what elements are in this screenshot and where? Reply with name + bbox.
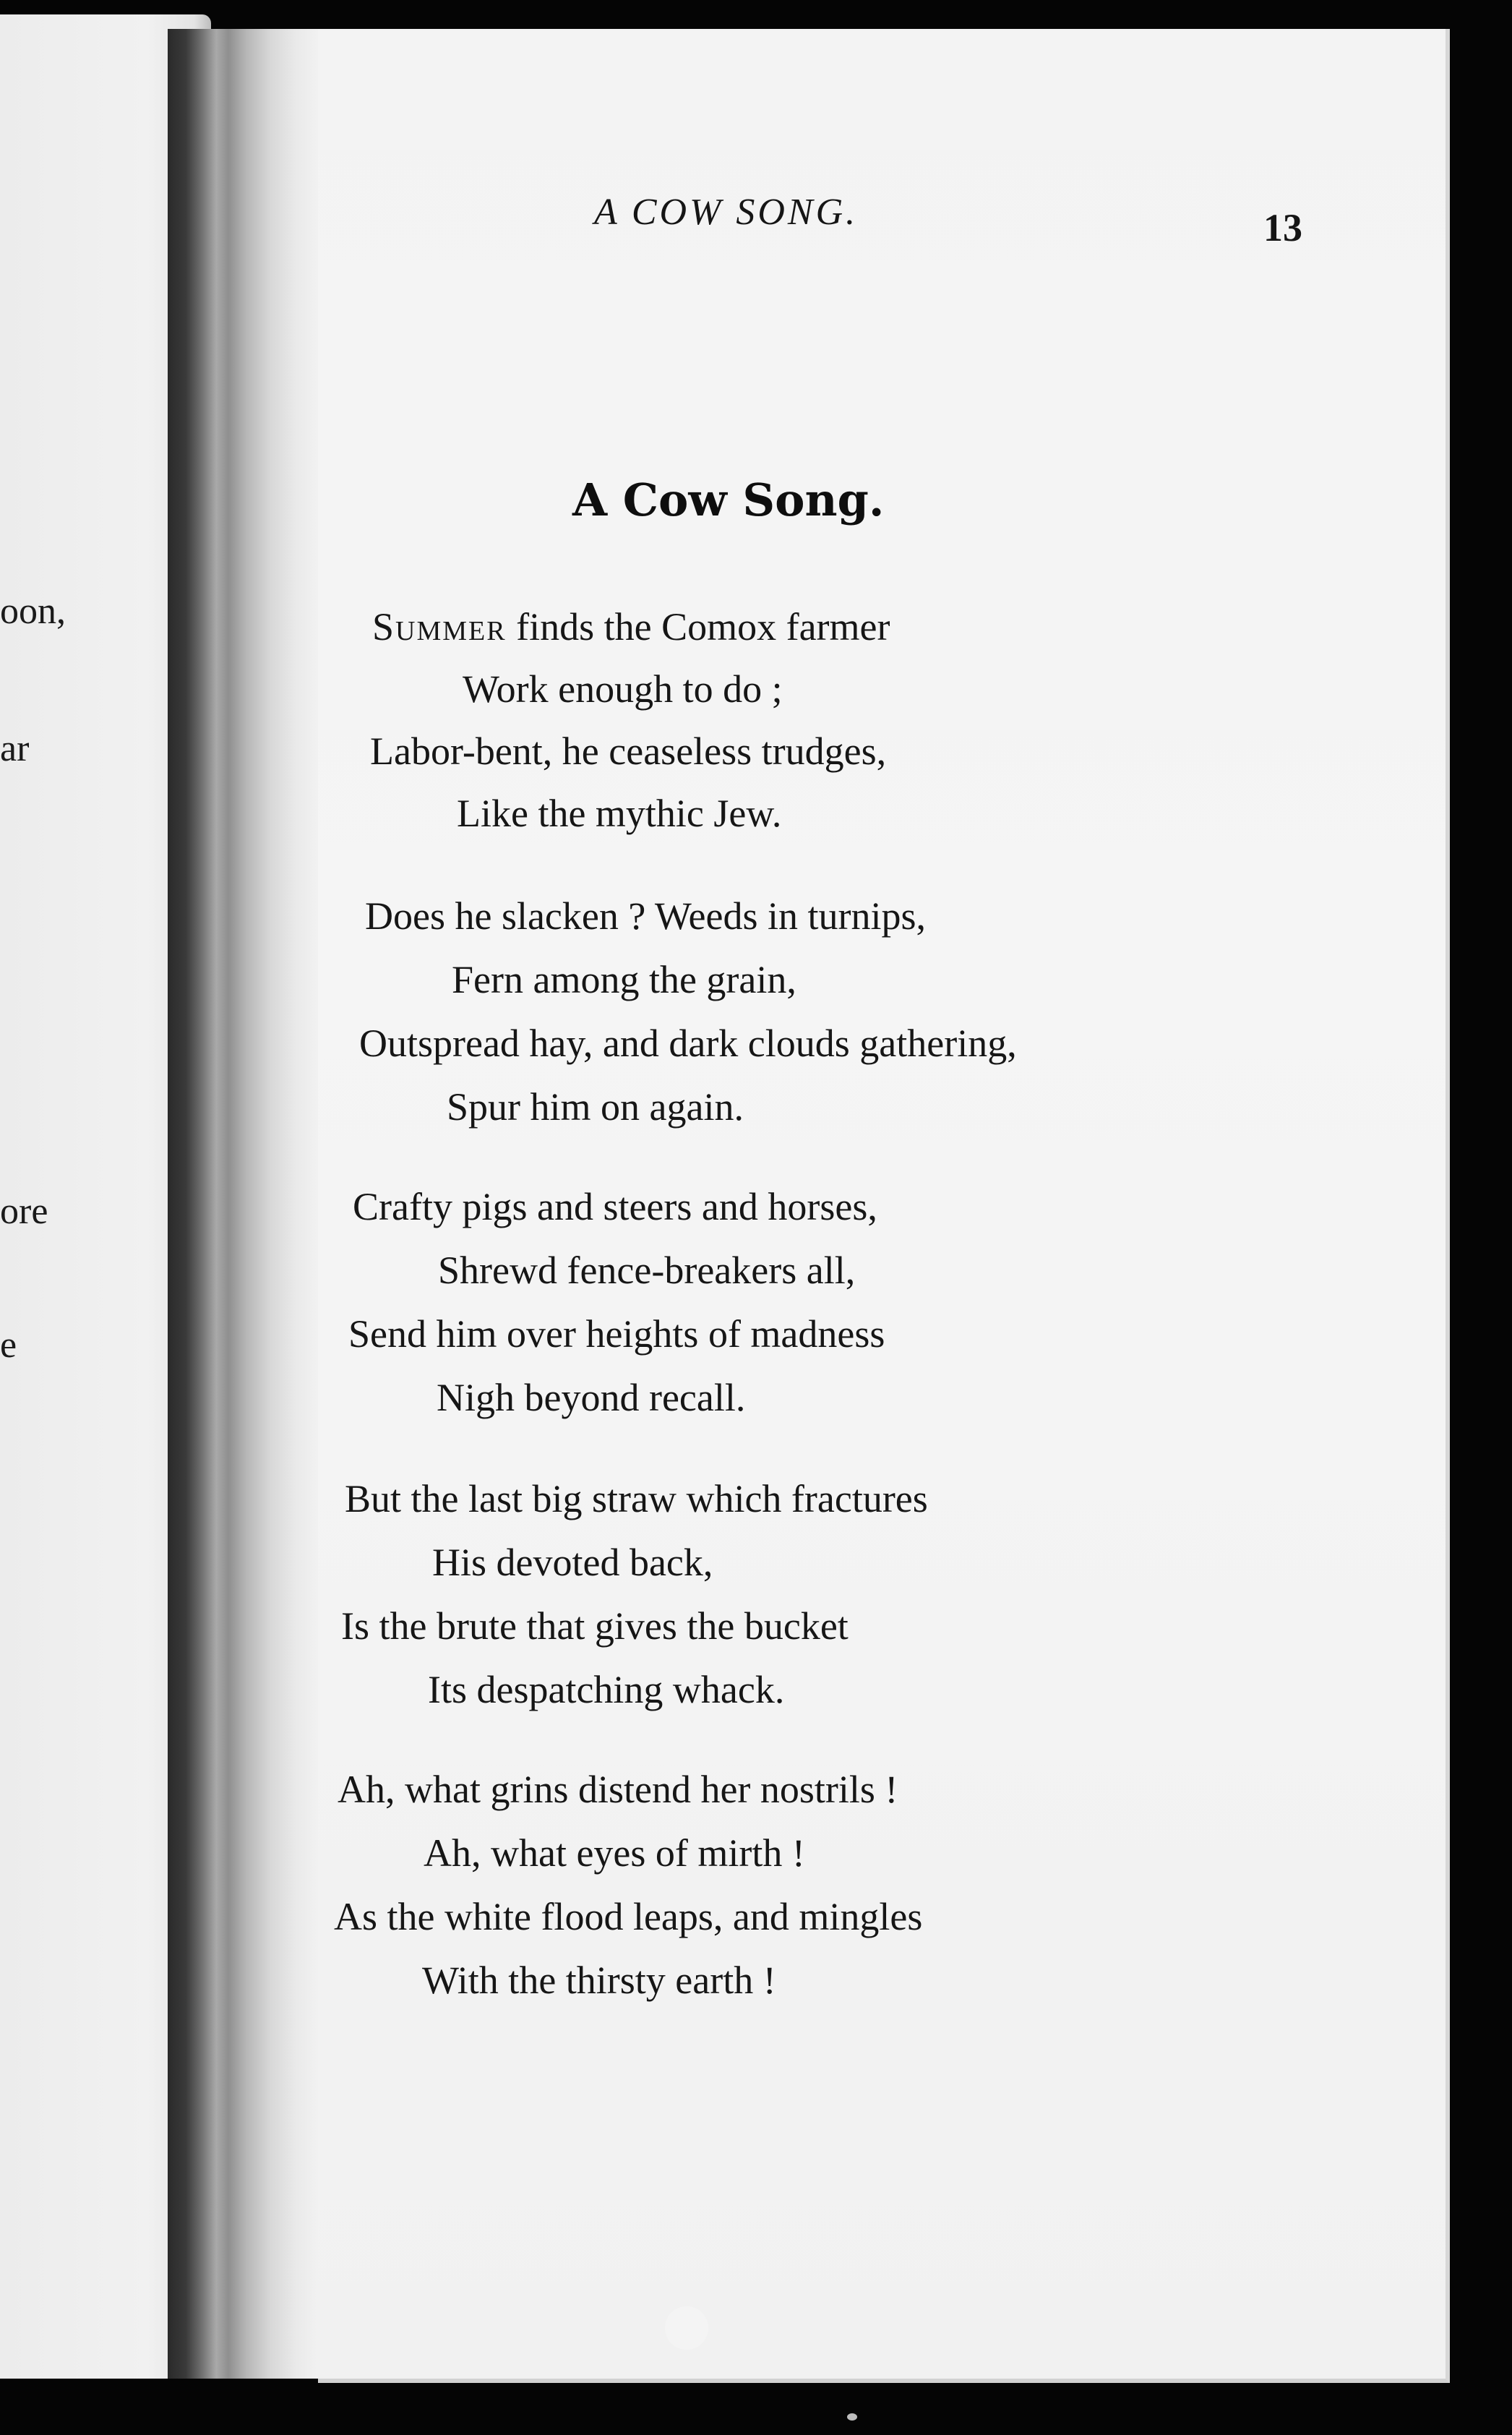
poem-line-initial-word: Summer xyxy=(372,605,507,649)
poem-line: Its despatching whack. xyxy=(428,1668,785,1711)
facing-page-fragment: ar xyxy=(0,728,30,769)
poem-line: Spur him on again. xyxy=(447,1085,744,1129)
poem-line: Nigh beyond recall. xyxy=(437,1376,746,1419)
poem-line xyxy=(372,605,890,649)
facing-page-fragment: e xyxy=(0,1325,17,1366)
scan-speck xyxy=(847,2413,857,2421)
scan-speck xyxy=(665,2306,708,2350)
facing-page-fragment: oon, xyxy=(0,591,66,632)
poem-line: Send him over heights of madness xyxy=(348,1312,885,1356)
poem-line: Is the brute that gives the bucket xyxy=(341,1604,849,1648)
facing-page-fragment: ore xyxy=(0,1191,48,1232)
poem-line: Shrewd fence-breakers all, xyxy=(438,1249,856,1292)
poem-line: Outspread hay, and dark clouds gathering, xyxy=(359,1022,1017,1065)
poem-line: Does he slacken ? Weeds in turnips, xyxy=(365,894,926,938)
poem-line: But the last big straw which fractures xyxy=(345,1477,928,1520)
poem-line: With the thirsty earth ! xyxy=(422,1959,776,2002)
poem-line: Fern among the grain, xyxy=(452,958,796,1001)
page-number: 13 xyxy=(1263,206,1302,249)
poem-line: His devoted back, xyxy=(432,1541,713,1584)
poem-line: Ah, what grins distend her nostrils ! xyxy=(338,1768,898,1811)
poem-line: Work enough to do ; xyxy=(463,667,783,711)
poem-line-rest: finds the Comox farmer xyxy=(506,605,890,649)
poem-line: Ah, what eyes of mirth ! xyxy=(424,1831,805,1875)
book-gutter-shadow xyxy=(168,29,319,2379)
poem-title: A Cow Song. xyxy=(572,474,885,526)
poem-line: Like the mythic Jew. xyxy=(457,792,782,835)
poem-line: As the white flood leaps, and mingles xyxy=(334,1895,923,1938)
running-head: A COW SONG. xyxy=(594,192,859,233)
poem-line: Crafty pigs and steers and horses, xyxy=(353,1185,877,1228)
poem-line: Labor-bent, he ceaseless trudges, xyxy=(370,729,887,773)
